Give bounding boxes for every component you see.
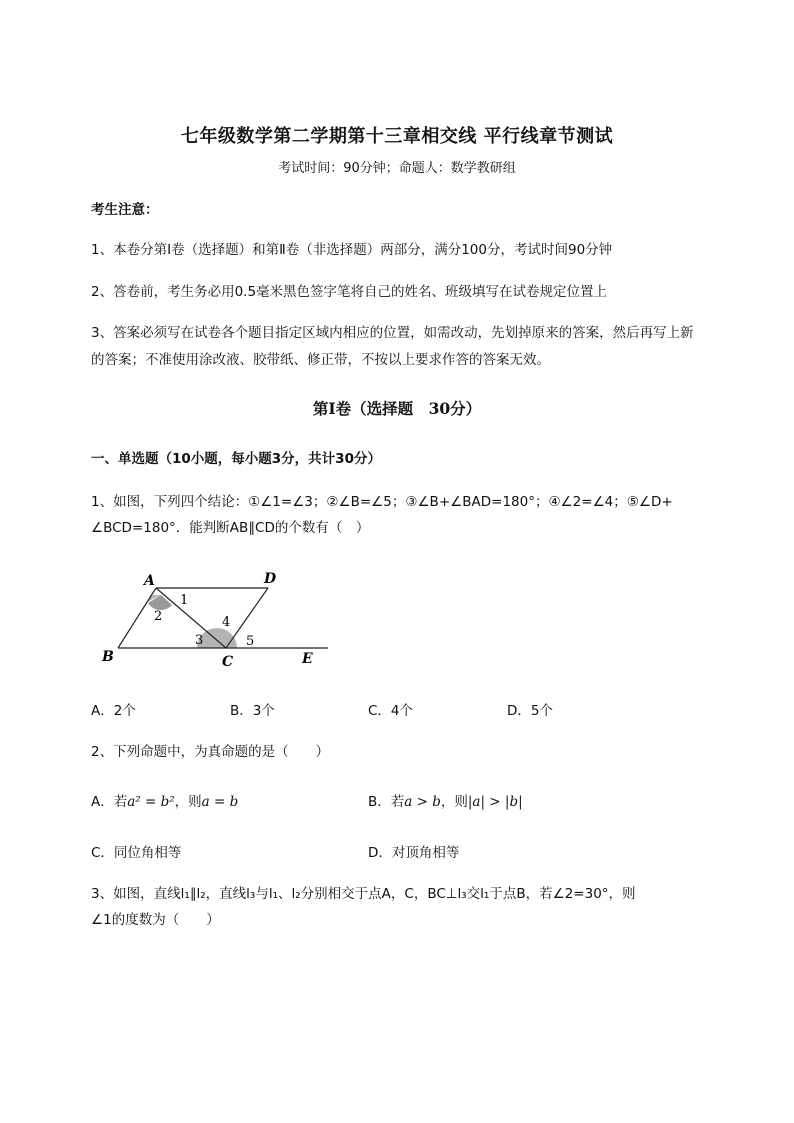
q1-option-d[interactable]: D．5个 (507, 703, 553, 719)
q1-option-a[interactable]: A．2个 (91, 703, 136, 719)
q2-option-a[interactable] (91, 789, 238, 816)
q2-option-b-mid: ，则 (440, 794, 468, 810)
segment-ac (156, 588, 226, 648)
q1-option-c[interactable]: C．4个 (368, 703, 414, 719)
notice-item-1: 1、本卷分第Ⅰ卷（选择题）和第Ⅱ卷（非选择题）两部分，满分100分，考试时间90分钟 (91, 242, 613, 258)
q2-option-b-prefix: B．若 (368, 794, 405, 810)
point-label-a: A (144, 573, 155, 589)
point-label-c: C (222, 654, 234, 670)
point-label-b: B (102, 649, 114, 665)
notice-item-2: 2、答卷前，考生务必用0.5毫米黑色签字笔将自己的姓名、班级填写在试卷规定位置上 (91, 284, 608, 300)
q3-stem-line1: 3、如图，直线l₁∥l₂，直线l₃与l₁、l₂分别相交于点A，C，BC⊥l₃交l₁于点B，若∠2=30°，则 (91, 886, 636, 902)
point-label-d: D (264, 571, 277, 587)
notice-item-3: 3、答案必须写在试卷各个题目指定区域内相应的位置，如需改动，先划掉原来的答案，然后再写上新 (91, 325, 694, 341)
exam-title: 七年级数学第二学期第十三章相交线 平行线章节测试 (180, 126, 614, 147)
section-title: 第Ⅰ卷（选择题 30分） (312, 399, 482, 418)
q1-option-b[interactable]: B．3个 (230, 703, 275, 719)
exam-subtitle: 考试时间：90分钟；命题人：数学教研组 (278, 161, 516, 176)
angle-label-1: 1 (180, 593, 189, 608)
angle-label-4: 4 (222, 615, 231, 630)
q2-option-a-mid: ，则 (174, 794, 202, 810)
q2-option-d[interactable]: D．对顶角相等 (368, 845, 460, 861)
q2-option-a-result: a = b (201, 794, 239, 810)
q2-option-a-prefix: A．若 (91, 794, 128, 810)
q1-figure (96, 566, 336, 676)
notice-heading: 考生注意： (91, 202, 159, 218)
point-label-e: E (302, 651, 313, 667)
angle-label-5: 5 (246, 634, 255, 649)
q2-option-b-expr: a > b (404, 794, 441, 810)
q2-option-a-expr: a² = b² (127, 794, 175, 810)
q1-stem-line1: 1、如图，下列四个结论：①∠1=∠3；②∠B=∠5；③∠B+∠BAD=180°；④∠2=∠4；⑤∠D+ (91, 494, 673, 510)
q1-stem-line2: ∠BCD=180°．能判断AB∥CD的个数有（ ） (91, 520, 370, 536)
q2-option-c[interactable]: C．同位角相等 (91, 845, 182, 861)
notice-item-3-cont: 的答案；不准使用涂改液、胶带纸、修正带，不按以上要求作答的答案无效。 (91, 352, 550, 368)
q2-option-b-result: |a| > |b| (467, 794, 523, 810)
q2-option-b[interactable] (368, 789, 523, 816)
q2-stem: 2、下列命题中，为真命题的是（ ） (91, 744, 330, 760)
segment-ab (118, 588, 156, 648)
angle-label-3: 3 (195, 633, 204, 648)
q3-stem-line2: ∠1的度数为（ ） (91, 912, 220, 928)
angle-label-2: 2 (154, 609, 163, 624)
part-heading: 一、单选题（10小题，每小题3分，共计30分） (91, 451, 381, 467)
